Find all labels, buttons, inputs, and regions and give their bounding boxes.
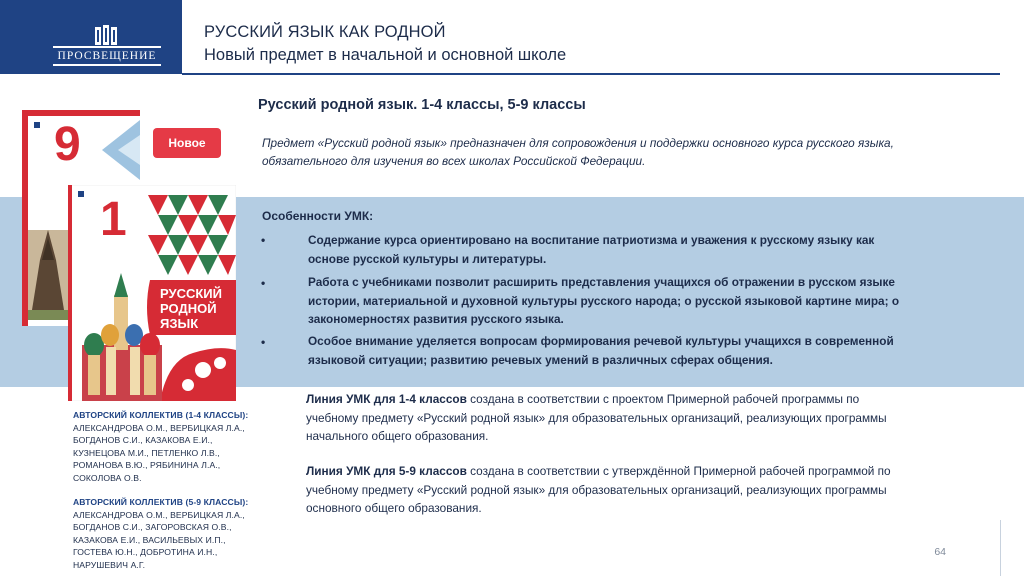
book-back-grade: 9 (54, 118, 81, 171)
author-line: АЛЕКСАНДРОВА О.М., ВЕРБИЦКАЯ Л.А., (73, 422, 245, 433)
author-line: СОКОЛОВА О.В. (73, 472, 142, 483)
logo-rule-bottom (53, 64, 161, 66)
section-heading: Русский родной язык. 1-4 классы, 5-9 классы (258, 97, 586, 113)
page-subtitle: Новый предмет в начальной и основной школе (204, 46, 567, 64)
new-badge: Новое (153, 128, 221, 158)
page-title: РУССКИЙ ЯЗЫК КАК РОДНОЙ (204, 23, 446, 41)
authors-heading: АВТОРСКИЙ КОЛЛЕКТИВ (1-4 КЛАССЫ): (73, 410, 249, 420)
author-line: БОГДАНОВ С.И., ЗАГОРОВСКАЯ О.В., (73, 522, 232, 532)
header-divider (182, 73, 1000, 75)
author-line: КУЗНЕЦОВА М.И., ПЕТЛЕНКО Л.В., (73, 447, 220, 458)
bullet-marker: • (261, 233, 266, 247)
bullet-marker: • (261, 335, 266, 349)
features-heading: Особенности УМК: (262, 209, 374, 223)
publisher-logo-block (0, 0, 182, 74)
line-description-1-4 (306, 390, 906, 446)
book-front-title-line3: ЯЗЫК (160, 316, 199, 331)
bullet-marker: • (261, 276, 266, 290)
feature-bullet: Содержание курса ориентировано на воспитание патриотизма и уважения к русскому языку как основе русской культуры и литературы. (308, 233, 875, 266)
line-description-5-9-text: создана в соответствии с утверждённой Примерной рабочей программой по учебному предмету «Русский родной язык» для образовательных организаций, реализующих программы основного общего образования. (306, 464, 891, 515)
publisher-logo-text: ПРОСВЕЩЕНИЕ (57, 50, 157, 62)
logo-rule-top (53, 46, 161, 48)
author-line: БОГДАНОВ С.И., КАЗАКОВА Е.И., (73, 435, 213, 445)
book-front-title-line2: РОДНОЙ (160, 301, 217, 316)
line-description-1-4-text: создана в соответствии с проектом Примерной рабочей программы по учебному предмету «Русский родной язык» для образовательных организаций, реализующих программы начального общего образования. (306, 392, 887, 443)
book-front-grade: 1 (100, 193, 127, 246)
book-cover-grade-1 (68, 185, 236, 401)
feature-bullet: Особое внимание уделяется вопросам формирования речевой культуры учащихся в современной языковой ситуации; развитию речевых умений в различных сферах общения. (308, 334, 894, 367)
book-front-title-line1: РУССКИЙ (160, 286, 222, 301)
authors-group-1-4 (73, 409, 273, 484)
author-line: АЛЕКСАНДРОВА О.М., ВЕРБИЦКАЯ Л.А., (73, 509, 245, 520)
line-description-1-4-label: Линия УМК для 1-4 классов (306, 392, 467, 406)
author-line: ГОСТЕВА Ю.Н., ДОБРОТИНА И.Н., (73, 547, 218, 557)
page-number: 64 (934, 546, 946, 558)
author-line: НАРУШЕВИЧ А.Г. (73, 559, 146, 570)
intro-paragraph: Предмет «Русский родной язык» предназначен для сопровождения и поддержки основного курса русского языка, обязательного для изучения во всех школах Российской Федерации. (262, 136, 894, 168)
line-description-5-9-label: Линия УМК для 5-9 классов (306, 464, 467, 478)
authors-heading: АВТОРСКИЙ КОЛЛЕКТИВ (5-9 КЛАССЫ): (73, 497, 249, 507)
author-line: РОМАНОВА В.Ю., РЯБИНИНА Л.А., (73, 460, 221, 470)
author-line: КАЗАКОВА Е.И., ВАСИЛЬЕВЫХ И.П., (73, 534, 226, 545)
feature-bullet: Работа с учебниками позволит расширить представления учащихся об отражении в русском языке истории, материальной и духовной культуры русского народа; о русской языковой картине мира; о закономерностях развития русского языка. (308, 275, 900, 326)
footer-divider (1000, 520, 1001, 576)
authors-group-5-9 (73, 496, 273, 571)
line-description-5-9 (306, 462, 906, 518)
